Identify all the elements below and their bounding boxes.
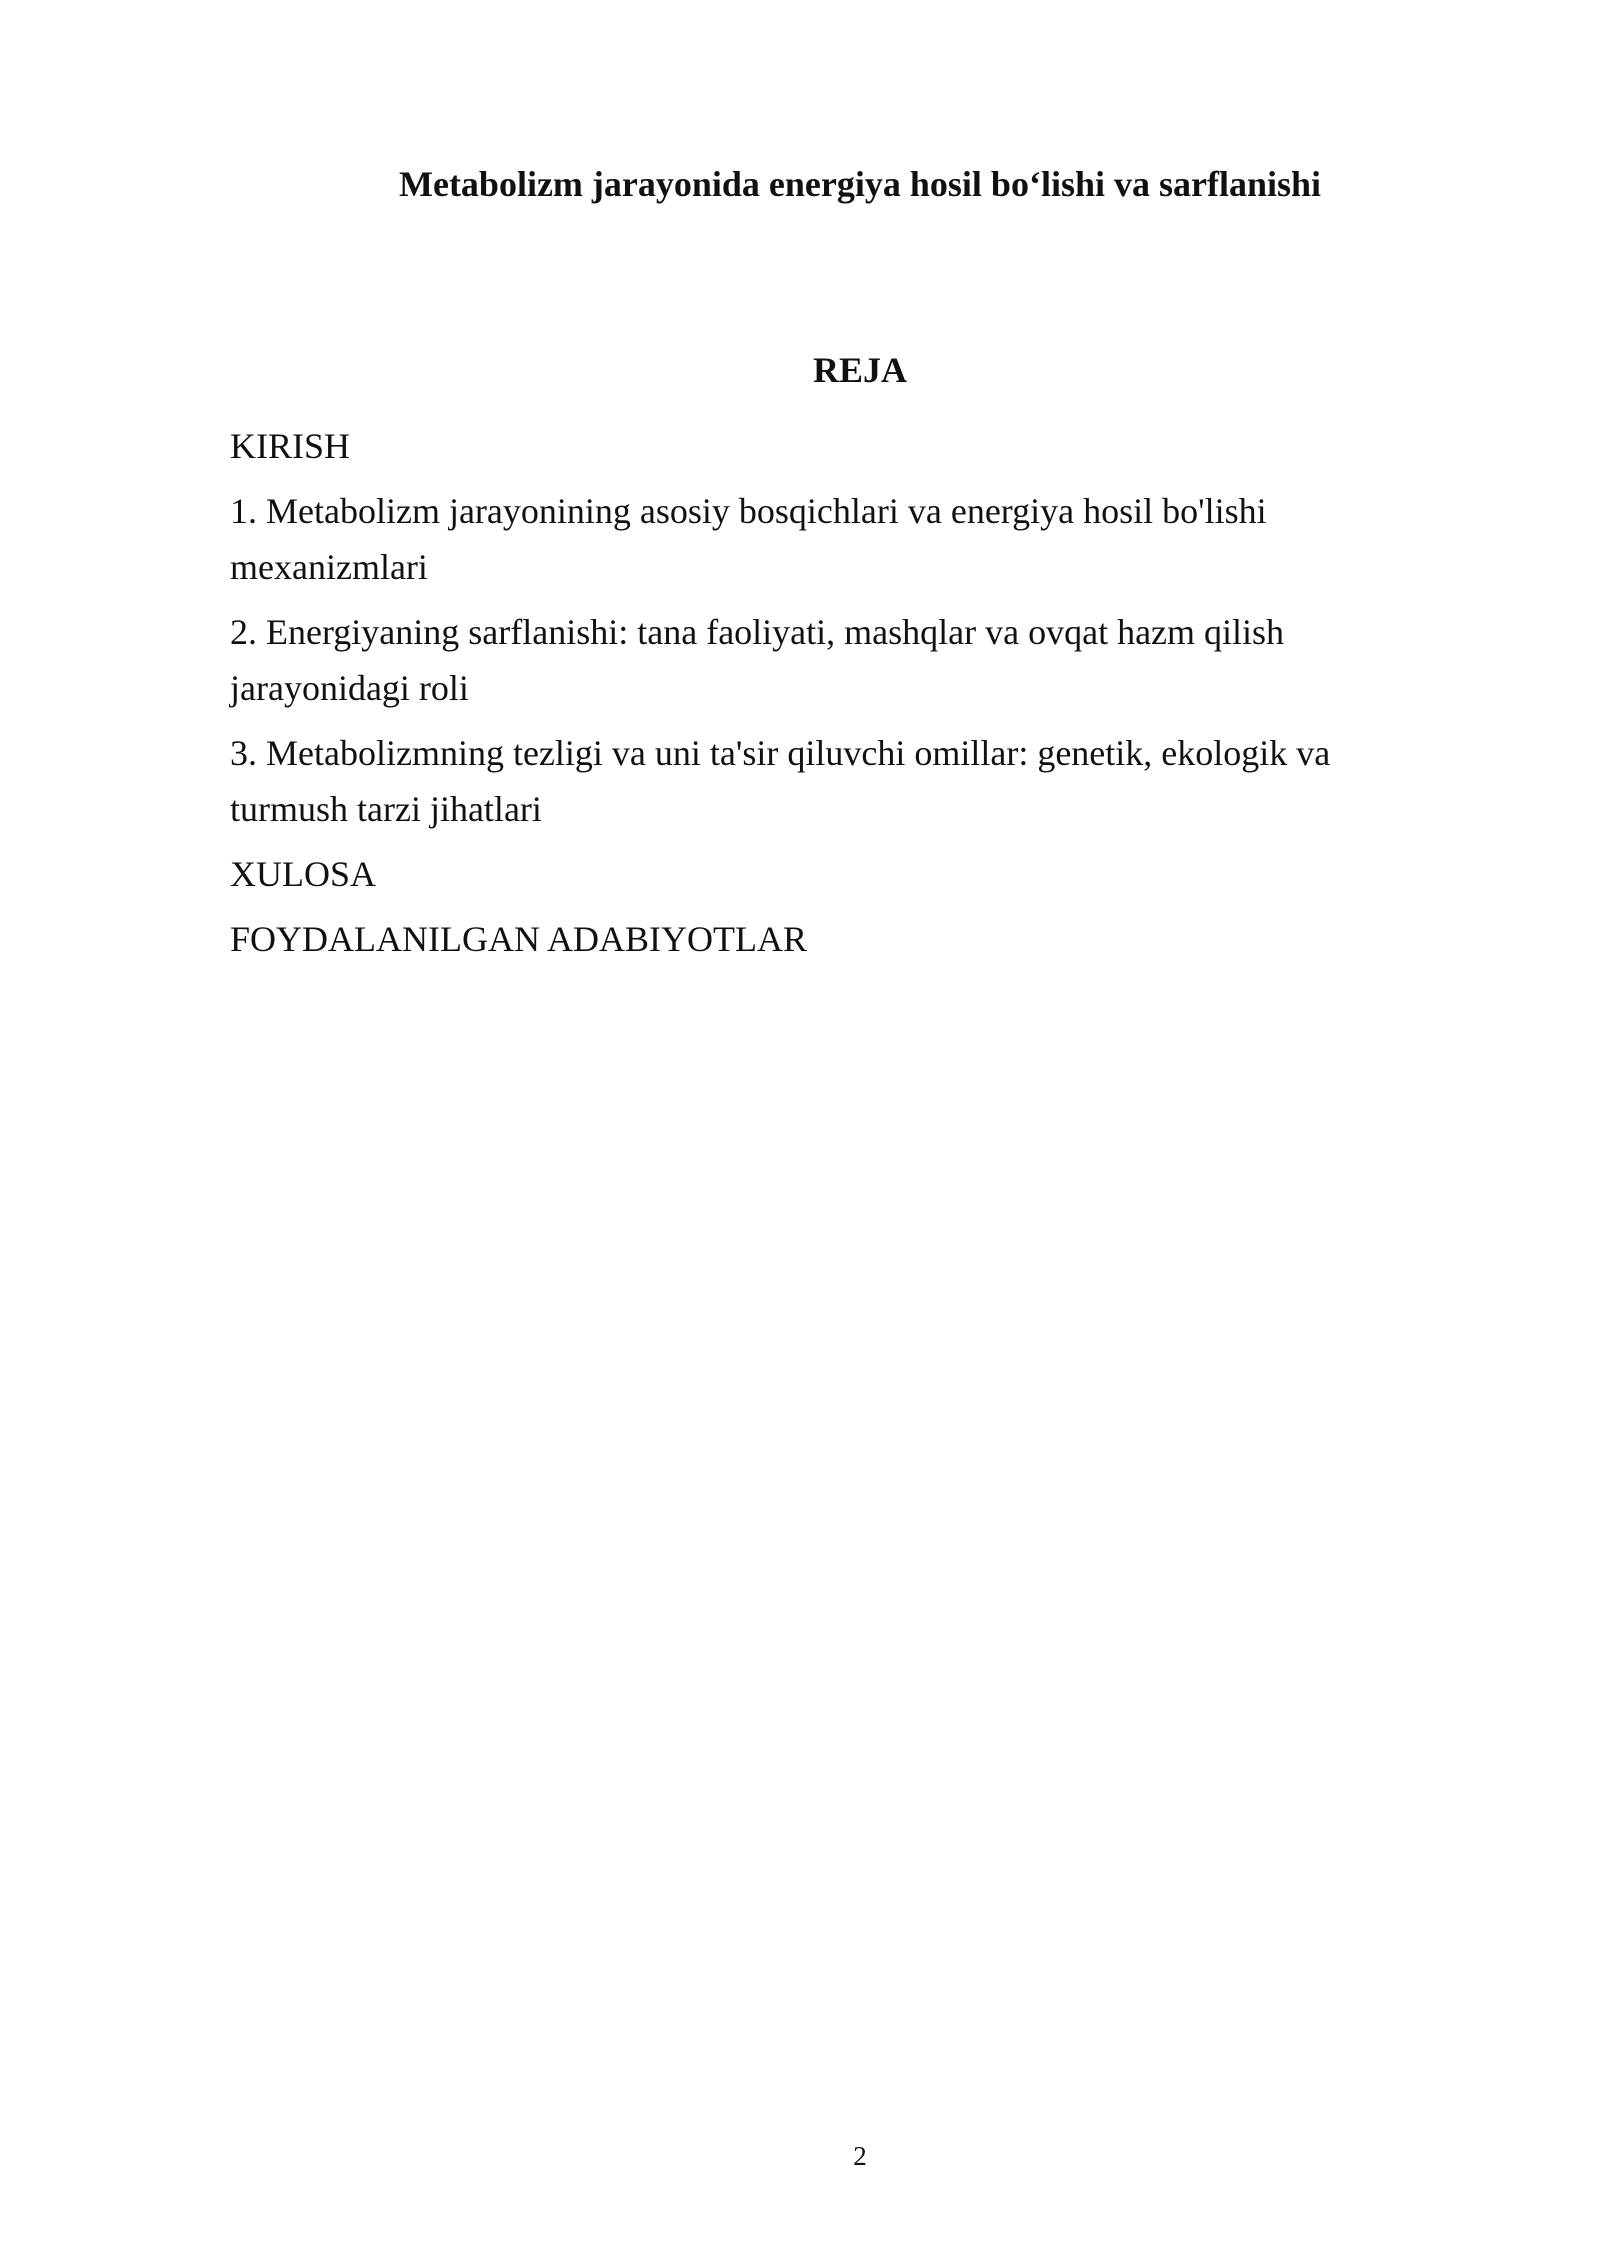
toc-item-section-1: 1. Metabolizm jarayonining asosiy bosqichlari va energiya hosil bo'lishi mexanizmlari — [230, 491, 1267, 587]
toc-item-references: FOYDALANILGAN ADABIYOTLAR — [230, 919, 807, 959]
toc-item-section-3: 3. Metabolizmning tezligi va uni ta'sir qiluvchi omillar: genetik, ekologik va turmush tarzi jihatlari — [230, 733, 1331, 829]
page-number: 2 — [853, 2141, 867, 2171]
document-title: Metabolizm jarayonida energiya hosil bo‘lishi va sarflanishi — [398, 164, 1322, 204]
toc-item-conclusion: XULOSA — [230, 854, 377, 894]
toc-item-section-2: 2. Energiyaning sarflanishi: tana faoliyati, mashqlar va ovqat hazm qilish jarayonidagi roli — [230, 612, 1285, 708]
toc-item-introduction: KIRISH — [230, 426, 351, 466]
plan-heading: REJA — [812, 350, 907, 390]
table-of-contents — [230, 418, 1400, 976]
